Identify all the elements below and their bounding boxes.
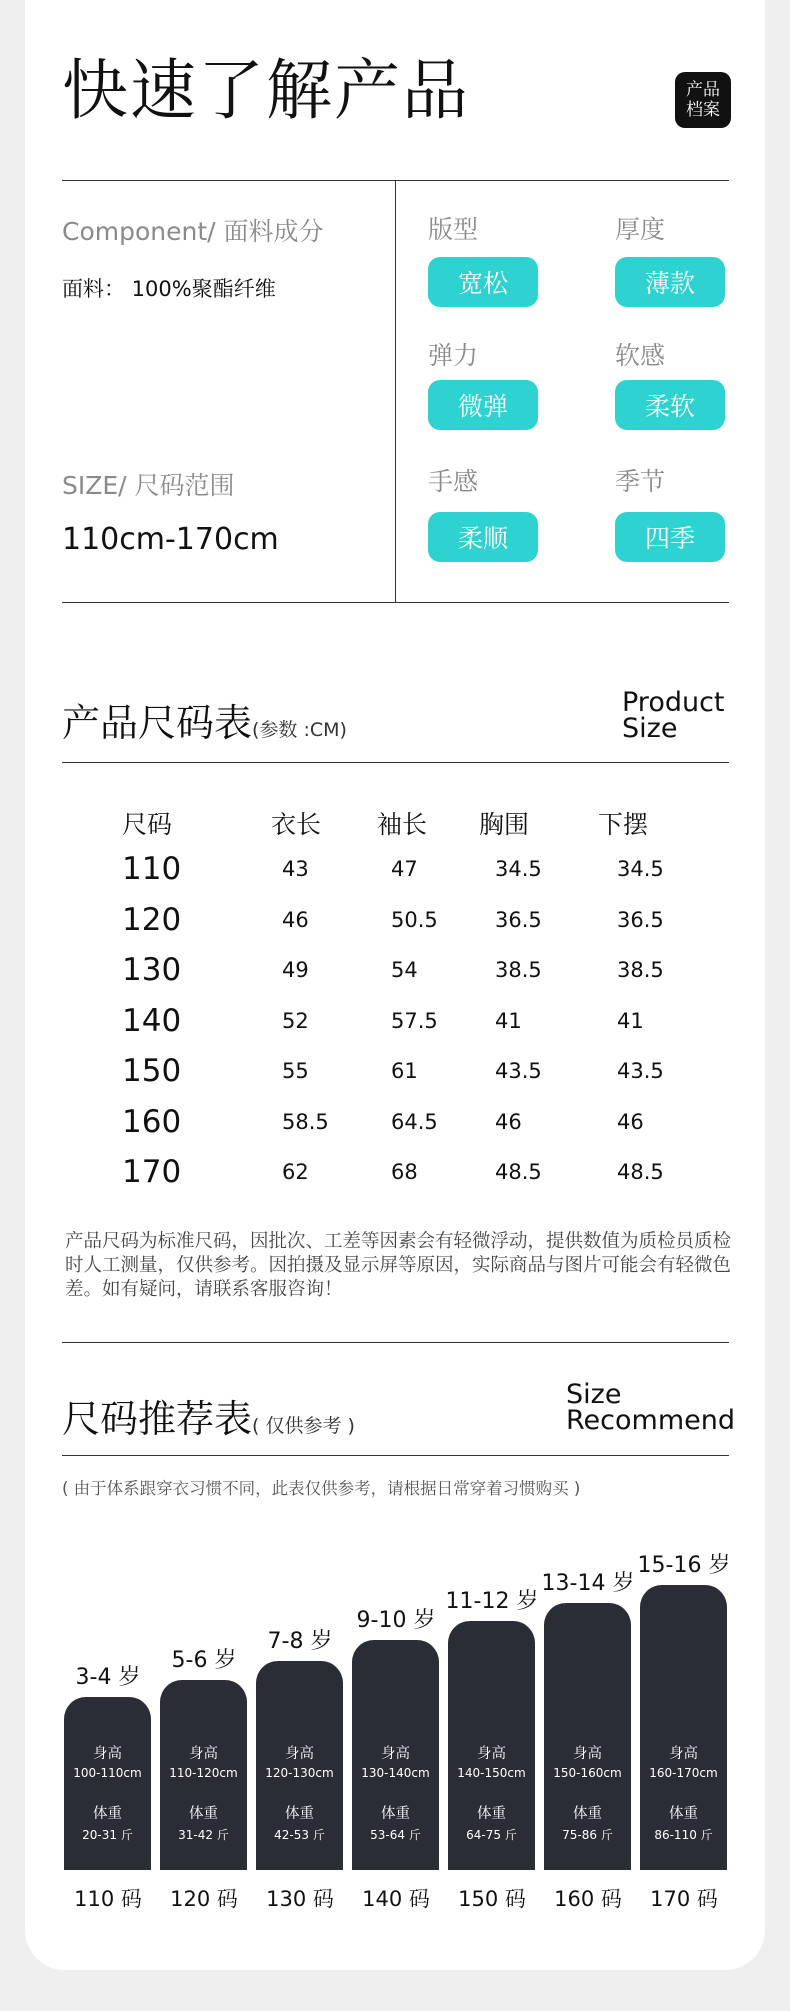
size-code-label: 110 码 (74, 1887, 142, 1911)
material-value: 面料： 100%聚酯纤维 (62, 277, 276, 301)
size-table-size-cell: 140 (122, 1002, 182, 1039)
size-table-size-cell: 160 (122, 1103, 182, 1140)
recommend-bar (352, 1640, 439, 1870)
size-table-header: 下摆 (598, 810, 649, 839)
product-card (25, 0, 765, 1970)
size-table-size-cell: 120 (122, 901, 182, 938)
component-label: Component/ 面料成分 (62, 217, 324, 246)
recommend-bar (64, 1697, 151, 1870)
attr-label-fit: 版型 (428, 215, 479, 244)
badge-line-2: 档案 (686, 100, 720, 120)
weight-value: 31-42 斤 (178, 1828, 229, 1842)
size-table-size-cell: 110 (122, 851, 182, 887)
size-table-header: 衣长 (271, 810, 322, 839)
size-code-label: 140 码 (362, 1887, 430, 1911)
weight-label: 体重 (93, 1806, 122, 1822)
attr-label-thickness: 厚度 (615, 215, 666, 244)
size-table-cell: 38.5 (495, 958, 542, 982)
age-label: 13-14 岁 (541, 1571, 635, 1596)
weight-value: 75-86 斤 (562, 1828, 613, 1842)
size-table-cell: 58.5 (282, 1109, 329, 1134)
size-table-cell: 46 (282, 907, 309, 932)
age-label: 15-16 岁 (637, 1553, 731, 1578)
eng-title-line2: Size (622, 713, 678, 744)
weight-value: 64-75 斤 (466, 1828, 517, 1842)
size-table-size-cell: 170 (122, 1154, 182, 1190)
recommend-bar (640, 1585, 727, 1870)
badge-line-1: 产品 (686, 80, 720, 100)
attr-label-softness: 软感 (615, 341, 666, 370)
height-value: 160-170cm (649, 1766, 718, 1780)
recommend-title-text: 尺码推荐表 (62, 1397, 253, 1441)
height-value: 140-150cm (457, 1766, 526, 1780)
size-table-header: 尺码 (122, 810, 173, 839)
divider (62, 1342, 729, 1343)
size-table-cell: 48.5 (617, 1160, 664, 1184)
size-table-cell: 41 (617, 1008, 644, 1033)
weight-label: 体重 (189, 1806, 218, 1822)
eng-title-line1: Size (566, 1379, 622, 1410)
size-table-cell: 34.5 (617, 857, 664, 881)
size-code-label: 150 码 (458, 1887, 526, 1911)
weight-value: 86-110 斤 (654, 1828, 713, 1842)
age-label: 7-8 岁 (267, 1629, 333, 1654)
size-table-cell: 46 (617, 1109, 644, 1134)
weight-label: 体重 (477, 1806, 506, 1822)
recommend-hint: ( 由于体系跟穿衣习惯不同，此表仅供参考，请根据日常穿着习惯购买 ) (62, 1479, 581, 1498)
size-table-cell: 68 (391, 1160, 418, 1184)
age-label: 3-4 岁 (75, 1665, 141, 1690)
size-table-cell: 46 (495, 1109, 522, 1134)
height-label: 身高 (93, 1746, 122, 1762)
recommend-bar (256, 1661, 343, 1870)
size-table-cell: 52 (282, 1008, 309, 1033)
size-table-header: 胸围 (479, 810, 530, 839)
attr-tag-season: 四季 (615, 512, 725, 562)
weight-value: 20-31 斤 (82, 1828, 133, 1842)
divider-vertical (395, 180, 396, 602)
size-table-title-text: 产品尺码表 (62, 701, 253, 745)
divider (62, 1455, 729, 1456)
age-label: 9-10 岁 (356, 1608, 436, 1633)
recommend-bar (544, 1603, 631, 1870)
size-table-cell: 62 (282, 1160, 309, 1184)
recommend-title (62, 1388, 355, 1443)
size-code-label: 160 码 (554, 1887, 622, 1911)
size-table-cell: 61 (391, 1059, 418, 1083)
attr-tag-elasticity: 微弹 (428, 380, 538, 430)
size-table-cell: 49 (282, 958, 309, 982)
recommend-bar (448, 1621, 535, 1870)
size-table-cell: 50.5 (391, 907, 438, 932)
size-table-unit: (参数 :CM) (252, 719, 347, 741)
height-value: 100-110cm (73, 1766, 142, 1780)
attr-tag-softness: 柔软 (615, 380, 725, 430)
size-table-cell: 43.5 (617, 1059, 664, 1083)
size-table-cell: 64.5 (391, 1109, 438, 1134)
size-table-cell: 47 (391, 857, 418, 881)
size-table-size-cell: 150 (122, 1053, 182, 1089)
size-table-eng-title (622, 687, 725, 744)
size-note: 产品尺码为标准尺码，因批次、工差等因素会有轻微浮动，提供数值为质检员质检时人工测量，仅供参考。因拍摄及显示屏等原因，实际商品与图片可能会有轻微色差。如有疑问，请联系客服咨询！ (65, 1231, 732, 1300)
size-table-cell: 41 (495, 1008, 522, 1033)
recommend-subtitle: ( 仅供参考 ) (252, 1415, 355, 1437)
height-label: 身高 (573, 1746, 602, 1762)
weight-label: 体重 (573, 1806, 602, 1822)
age-label: 11-12 岁 (445, 1589, 539, 1614)
height-value: 150-160cm (553, 1766, 622, 1780)
weight-label: 体重 (285, 1806, 314, 1822)
attr-label-hand-feel: 手感 (428, 467, 479, 496)
divider (62, 762, 729, 763)
size-code-label: 170 码 (650, 1887, 718, 1911)
height-label: 身高 (381, 1746, 410, 1762)
attr-tag-fit: 宽松 (428, 257, 538, 307)
size-range-label: SIZE/ 尺码范围 (62, 471, 235, 500)
eng-title-line1: Product (622, 687, 725, 718)
height-label: 身高 (189, 1746, 218, 1762)
eng-title-line2: Recommend (566, 1405, 735, 1436)
recommend-bar (160, 1680, 247, 1870)
height-value: 130-140cm (361, 1766, 430, 1780)
size-table-cell: 38.5 (617, 958, 664, 982)
size-table-cell: 36.5 (495, 907, 542, 932)
height-label: 身高 (669, 1746, 698, 1762)
size-table-cell: 54 (391, 958, 418, 982)
attr-label-elasticity: 弹力 (428, 341, 479, 370)
weight-value: 42-53 斤 (274, 1828, 325, 1842)
size-table-cell: 36.5 (617, 907, 664, 932)
product-file-badge (675, 72, 731, 128)
size-table-header: 袖长 (377, 810, 428, 839)
size-table-cell: 55 (282, 1059, 309, 1083)
size-code-label: 130 码 (266, 1887, 334, 1911)
height-value: 110-120cm (169, 1766, 238, 1780)
divider (62, 602, 729, 603)
attr-tag-hand-feel: 柔顺 (428, 512, 538, 562)
weight-value: 53-64 斤 (370, 1828, 421, 1842)
size-table-cell: 43 (282, 857, 309, 881)
height-label: 身高 (285, 1746, 314, 1762)
weight-label: 体重 (381, 1806, 410, 1822)
attr-label-season: 季节 (615, 467, 666, 496)
page-title: 快速了解产品 (62, 52, 470, 129)
size-table-cell: 43.5 (495, 1059, 542, 1083)
size-table-cell: 48.5 (495, 1160, 542, 1184)
size-range-value: 110cm-170cm (62, 522, 279, 557)
attr-tag-thickness: 薄款 (615, 257, 725, 307)
size-table-size-cell: 130 (122, 952, 182, 988)
age-label: 5-6 岁 (171, 1648, 237, 1673)
height-label: 身高 (477, 1746, 506, 1762)
size-table-cell: 57.5 (391, 1008, 438, 1033)
weight-label: 体重 (669, 1806, 698, 1822)
size-table-cell: 34.5 (495, 857, 542, 881)
size-code-label: 120 码 (170, 1887, 238, 1911)
recommend-eng-title (566, 1379, 735, 1436)
size-table-title (62, 692, 347, 747)
height-value: 120-130cm (265, 1766, 334, 1780)
